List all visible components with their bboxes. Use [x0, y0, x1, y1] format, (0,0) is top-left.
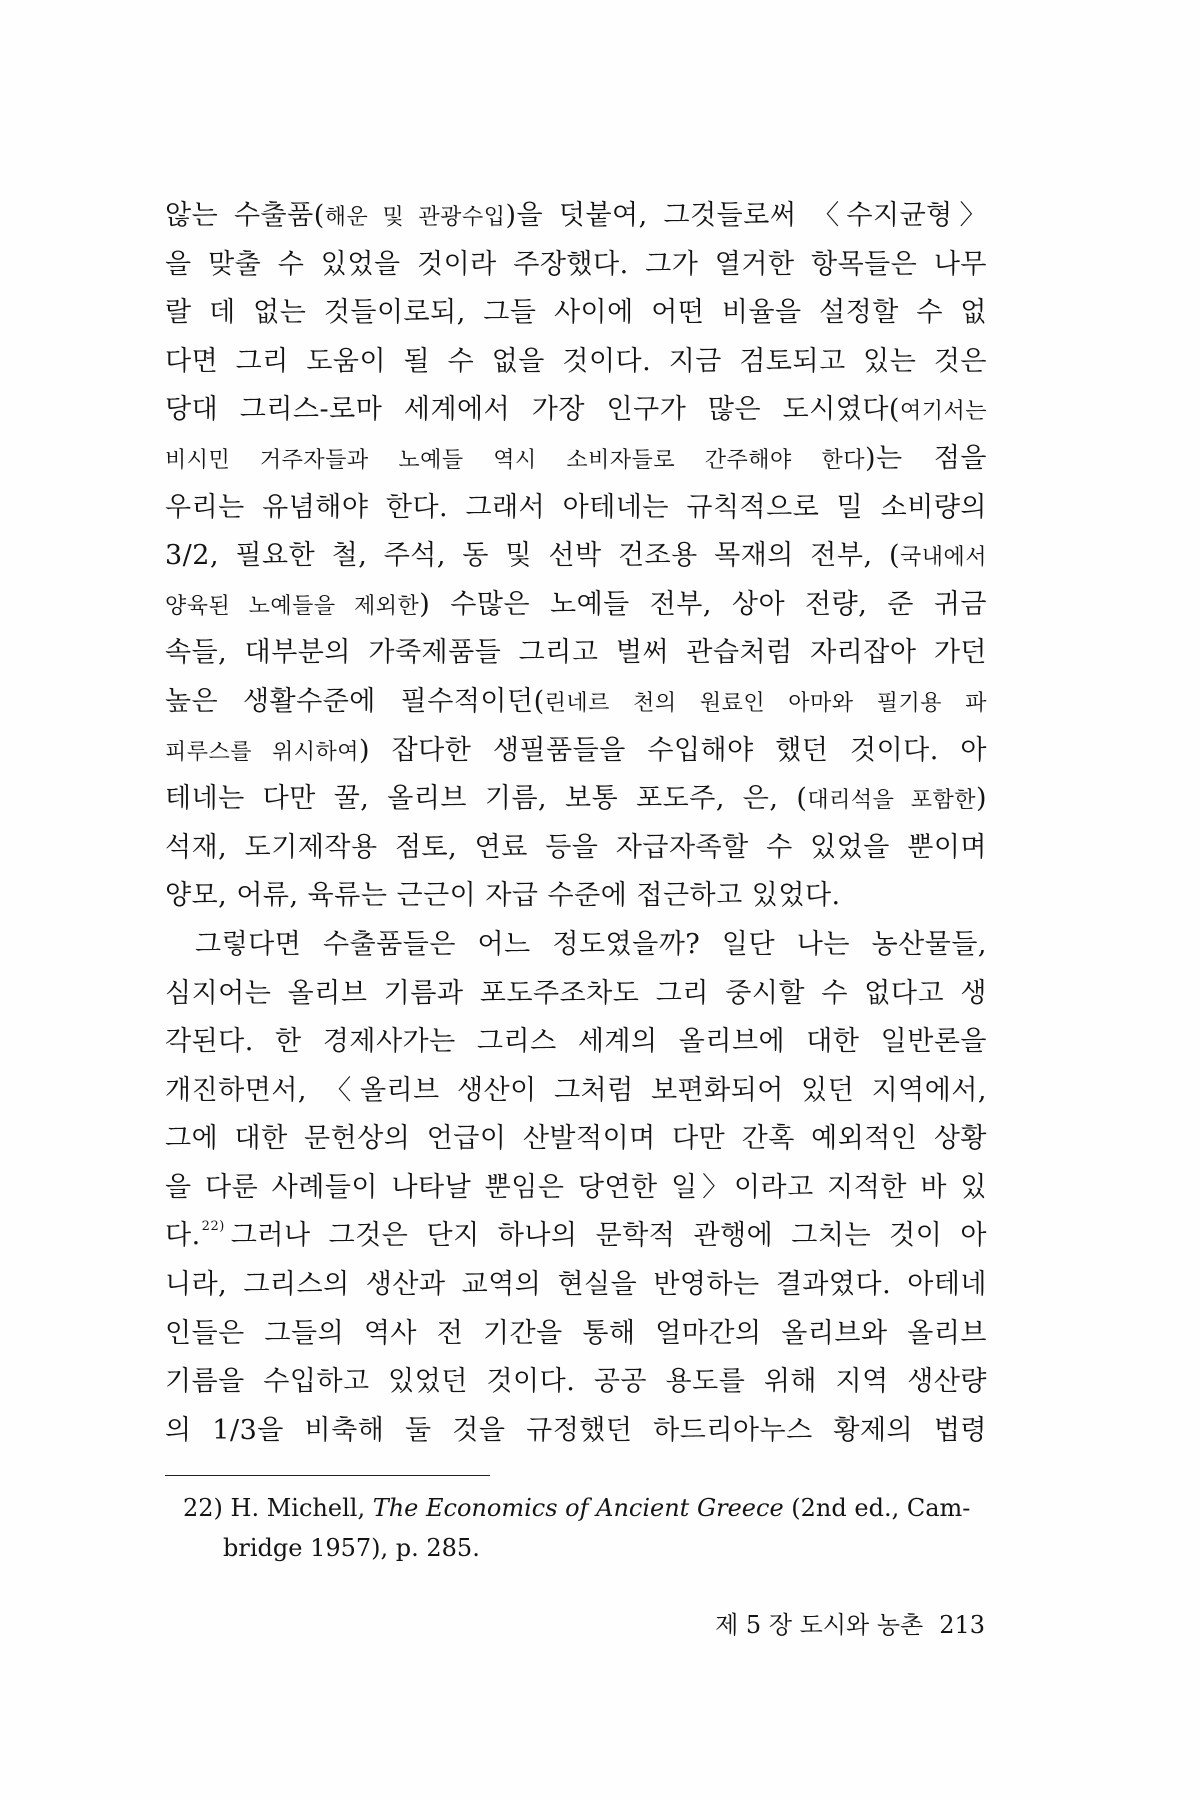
- body-line: [165, 1212, 987, 1261]
- footnote-22: [183, 1488, 985, 1568]
- body-text-segment: 심지어는 올리브 기름과 포도주조차도 그리 중시할 수 없다고 생: [165, 977, 987, 1009]
- parenthetical-text: 해운 및 관광수입: [324, 205, 506, 230]
- body-line: [165, 532, 987, 581]
- body-text-segment: 각된다. 한 경제사가는 그리스 세계의 올리브에 대한 일반론을: [165, 1026, 987, 1058]
- body-text-segment: 속들, 대부분의 가죽제품들 그리고 벌써 관습처럼 자리잡아 가던: [165, 637, 987, 669]
- body-line: [165, 1018, 987, 1067]
- body-text-segment: 테네는 다만 꿀, 올리브 기름, 보통 포도주, 은, (: [165, 783, 808, 815]
- body-line: [165, 192, 987, 241]
- footnote-author: H. Michell,: [230, 1494, 366, 1522]
- body-line: [165, 484, 987, 533]
- body-line: [165, 727, 987, 776]
- body-text-segment: 기름을 수입하고 있었던 것이다. 공공 용도를 위해 지역 생산량: [165, 1366, 987, 1398]
- body-text-segment: 그렇다면 수출품들은 어느 정도였을까? 일단 나는 농산물들,: [195, 928, 987, 960]
- body-text-segment: 석재, 도기제작용 점토, 연료 등을 자급자족할 수 있었을 뿐이며: [165, 831, 987, 863]
- body-text-segment: 개진하면서, 〈올리브 생산이 그처럼 보편화되어 있던 지역에서,: [165, 1074, 987, 1106]
- parenthetical-text: 비시민 거주자들과 노예들 역시 소비자들로 간주해야 한다: [165, 447, 865, 473]
- body-text-segment: 당대 그리스-로마 세계에서 가장 인구가 많은 도시였다(: [165, 394, 900, 426]
- body-text-segment: 다면 그리 도움이 될 수 없을 것이다. 지금 검토되고 있는 것은: [165, 345, 987, 377]
- body-text-segment: 양모, 어류, 육류는 근근이 자급 수준에 접근하고 있었다.: [165, 880, 841, 912]
- body-text: [165, 192, 987, 1455]
- body-text-segment: ) 수많은 노예들 전부, 상아 전량, 준 귀금: [419, 588, 987, 620]
- body-text-segment: 우리는 유념해야 한다. 그래서 아테네는 규칙적으로 밀 소비량의: [165, 491, 987, 523]
- parenthetical-text: 여기서는: [899, 399, 987, 425]
- footnote-edition: (2nd ed., Cam-: [791, 1494, 971, 1522]
- footnote-line-2: bridge 1957), p. 285.: [223, 1534, 480, 1562]
- body-line: [165, 1164, 987, 1213]
- body-text-segment: 그러나 그것은 단지 하나의 문학적 관행에 그치는 것이 아: [230, 1220, 987, 1252]
- body-line: [165, 775, 987, 824]
- body-line: [165, 1358, 987, 1407]
- body-text-segment: 을 다룬 사례들이 나타날 뿐임은 당연한 일〉이라고 지적한 바 있: [165, 1171, 987, 1203]
- body-line: [165, 338, 987, 387]
- body-line: [165, 435, 987, 484]
- body-text-segment: )을 덧붙여, 그것들로써 〈수지균형〉: [505, 200, 987, 231]
- parenthetical-text: 양육된 노예들을 제외한: [165, 593, 420, 619]
- body-text-segment: 을 맞출 수 있었을 것이라 주장했다. 그가 열거한 항목들은 나무: [165, 248, 987, 280]
- body-text-segment: ) 잡다한 생필품들을 수입해야 했던 것이다. 아: [359, 734, 987, 766]
- parenthetical-text: 린네르 천의 원료인 아마와 필기용 파: [544, 690, 988, 716]
- body-line: [165, 678, 987, 727]
- parenthetical-text: 국내에서: [899, 545, 987, 571]
- body-text-segment: 그에 대한 문헌상의 언급이 산발적이며 다만 간혹 예외적인 상황: [165, 1123, 987, 1155]
- body-line: [165, 629, 987, 678]
- parenthetical-text: 대리석을 포함한: [807, 788, 976, 814]
- body-text-segment: 니라, 그리스의 생산과 교역의 현실을 반영하는 결과였다. 아테네: [165, 1269, 987, 1301]
- footnote-reference: 22): [201, 1219, 225, 1235]
- body-line: [165, 1115, 987, 1164]
- body-line: [165, 872, 987, 921]
- running-footer: [655, 1605, 985, 1640]
- footnote-line-1: [183, 1488, 985, 1528]
- body-text-segment: 다.: [165, 1220, 201, 1252]
- body-text-segment: 3/2, 필요한 철, 주석, 동 및 선박 건조용 목재의 전부, (: [165, 540, 900, 572]
- body-text-segment: 높은 생활수준에 필수적이던(: [165, 685, 545, 717]
- body-text-segment: 의 1/3을 비축해 둘 것을 규정했던 하드리아누스 황제의 법령: [165, 1414, 987, 1446]
- footnote-number: 22): [183, 1494, 223, 1522]
- body-line: [165, 921, 987, 970]
- body-line: [165, 1067, 987, 1116]
- body-line: [165, 1261, 987, 1310]
- chapter-title: 제 5 장 도시와 농촌: [715, 1611, 924, 1639]
- parenthetical-text: 피루스를 위시하여: [165, 739, 359, 765]
- body-line: [165, 824, 987, 873]
- body-line: [165, 1407, 987, 1456]
- body-text-segment: ): [975, 783, 988, 815]
- body-line: [165, 386, 987, 435]
- footnote-title: The Economics of Ancient Greece: [372, 1494, 784, 1522]
- body-text-segment: )는 점을: [864, 442, 987, 474]
- body-text-segment: 인들은 그들의 역사 전 기간을 통해 얼마간의 올리브와 올리브: [165, 1317, 987, 1349]
- body-line: [165, 289, 987, 338]
- body-text-segment: 않는 수출품(: [165, 200, 325, 231]
- body-line: [165, 581, 987, 630]
- page-number: 213: [939, 1611, 985, 1639]
- footnote-separator: [165, 1475, 490, 1476]
- body-text-segment: 랄 데 없는 것들이로되, 그들 사이에 어떤 비율을 설정할 수 없: [165, 297, 987, 329]
- body-line: [165, 970, 987, 1019]
- body-line: [165, 241, 987, 290]
- body-line: [165, 1310, 987, 1359]
